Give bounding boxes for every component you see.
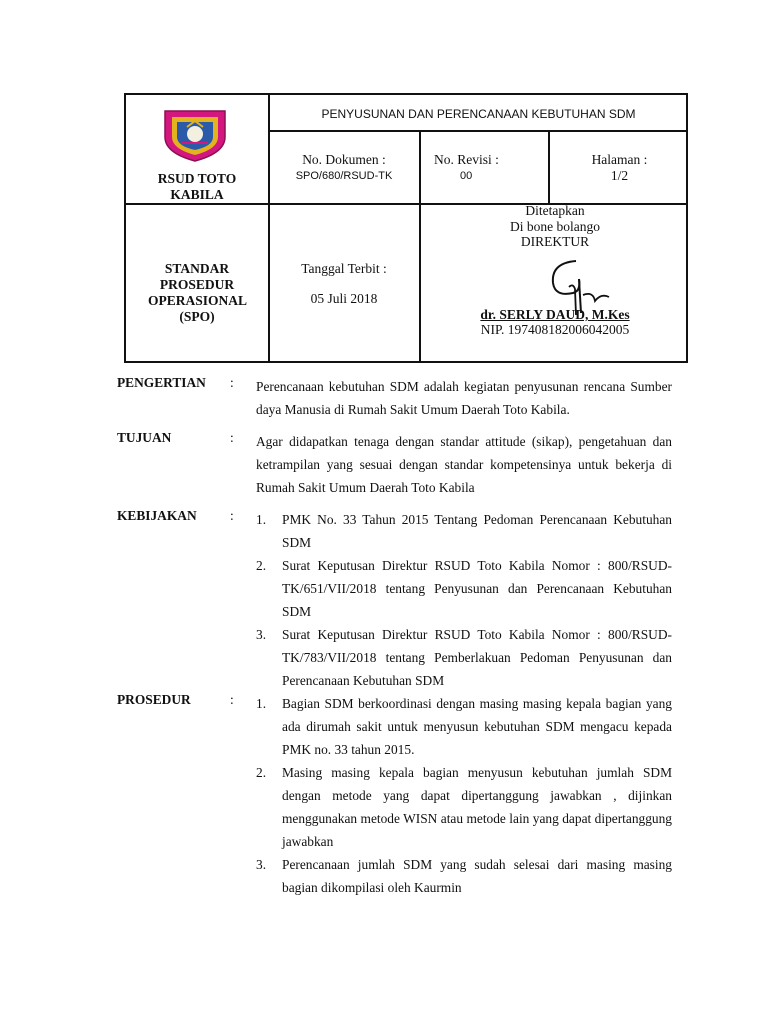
approval-line-3: DIREKTUR xyxy=(520,234,590,249)
section-text: Agar didapatkan tenaga dengan standar attitude (sikap), pengetahuan dan ketrampilan yang sesuai dengan standar kompetensinya untuk bekerja di Rumah Sakit Umum Daerah Toto Kabila xyxy=(256,434,672,495)
list-item-number: 1. xyxy=(256,512,267,527)
list-item-text: Surat Keputusan Direktur RSUD Toto Kabila Nomor : 800/RSUD-TK/783/VII/2018 tentang Pemberlakuan Pedoman Penyusunan dan Perencanaan Kebutuhan SDM xyxy=(282,627,672,688)
doc-number-value: SPO/680/RSUD-TK xyxy=(295,170,393,182)
list-item-number: 2. xyxy=(256,558,267,573)
list-item xyxy=(256,692,672,761)
section-prosedur xyxy=(117,692,677,899)
list-item-text: Perencanaan jumlah SDM yang sudah selesai dari masing masing bagian dikompilasi oleh Kaurmin xyxy=(282,857,672,895)
list-item-text: Bagian SDM berkoordinasi dengan masing masing kepala bagian yang ada dirumah sakit untuk menyusun kebutuhan SDM mengacu kepada PMK no. 33 tahun 2015. xyxy=(282,696,672,757)
section-pengertian xyxy=(117,375,677,421)
list-item-number: 1. xyxy=(256,696,267,711)
spo-content xyxy=(117,375,677,899)
page-label: Halaman : xyxy=(591,152,648,167)
spo-title: STANDAR PROSEDUR OPERASIONAL (SPO) xyxy=(148,261,248,324)
hospital-logo xyxy=(160,107,230,163)
list-item-number: 3. xyxy=(256,627,267,642)
issue-date-value: 05 Juli 2018 xyxy=(310,291,378,306)
header-table xyxy=(124,93,688,363)
document-title: PENYUSUNAN DAN PERENCANAAN KEBUTUHAN SDM xyxy=(321,107,636,121)
section-text: Perencanaan kebutuhan SDM adalah kegiatan penyusunan rencana Sumber daya Manusia di Rumah Sakit Umum Daerah Toto Kabila. xyxy=(256,379,672,417)
doc-number-label: No. Dokumen : xyxy=(302,152,386,167)
prosedur-list xyxy=(256,692,672,899)
list-item-text: Masing masing kepala bagian menyusun kebutuhan jumlah SDM dengan metode yang dapat dipertanggung jawabkan , dijinkan menggunakan metode WISN atau metode lain yang dapat dipertanggung jawabkan xyxy=(282,765,672,849)
section-tujuan xyxy=(117,430,677,499)
section-colon: : xyxy=(230,692,234,707)
list-item-number: 2. xyxy=(256,765,267,780)
list-item xyxy=(256,508,672,554)
approval-line-1: Ditetapkan xyxy=(525,203,585,218)
signer-nip: NIP. 197408182006042005 xyxy=(480,322,630,337)
list-item-text: PMK No. 33 Tahun 2015 Tentang Pedoman Perencanaan Kebutuhan SDM xyxy=(282,512,672,550)
section-label: TUJUAN xyxy=(117,430,172,445)
list-item xyxy=(256,761,672,853)
section-label: PROSEDUR xyxy=(117,692,191,707)
approval-line-2: Di bone bolango xyxy=(510,219,600,234)
list-item-number: 3. xyxy=(256,857,267,872)
list-item xyxy=(256,623,672,692)
section-label: PENGERTIAN xyxy=(117,375,206,390)
revision-value: 00 xyxy=(460,170,473,182)
list-item xyxy=(256,853,672,899)
revision-label: No. Revisi : xyxy=(434,152,499,167)
section-colon: : xyxy=(230,508,234,523)
section-colon: : xyxy=(230,430,234,445)
hospital-name: RSUD TOTO KABILA xyxy=(157,171,237,202)
list-item-text: Surat Keputusan Direktur RSUD Toto Kabila Nomor : 800/RSUD-TK/651/VII/2018 tentang Penyusunan dan Perencanaan Kebutuhan SDM xyxy=(282,558,672,619)
page-value: 1/2 xyxy=(610,168,629,183)
section-label: KEBIJAKAN xyxy=(117,508,197,523)
kebijakan-list xyxy=(256,508,672,692)
issue-date-label: Tanggal Terbit : xyxy=(301,261,387,276)
section-colon: : xyxy=(230,375,234,390)
list-item xyxy=(256,554,672,623)
section-kebijakan xyxy=(117,508,677,692)
signer-name: dr. SERLY DAUD, M.Kes xyxy=(480,307,630,322)
